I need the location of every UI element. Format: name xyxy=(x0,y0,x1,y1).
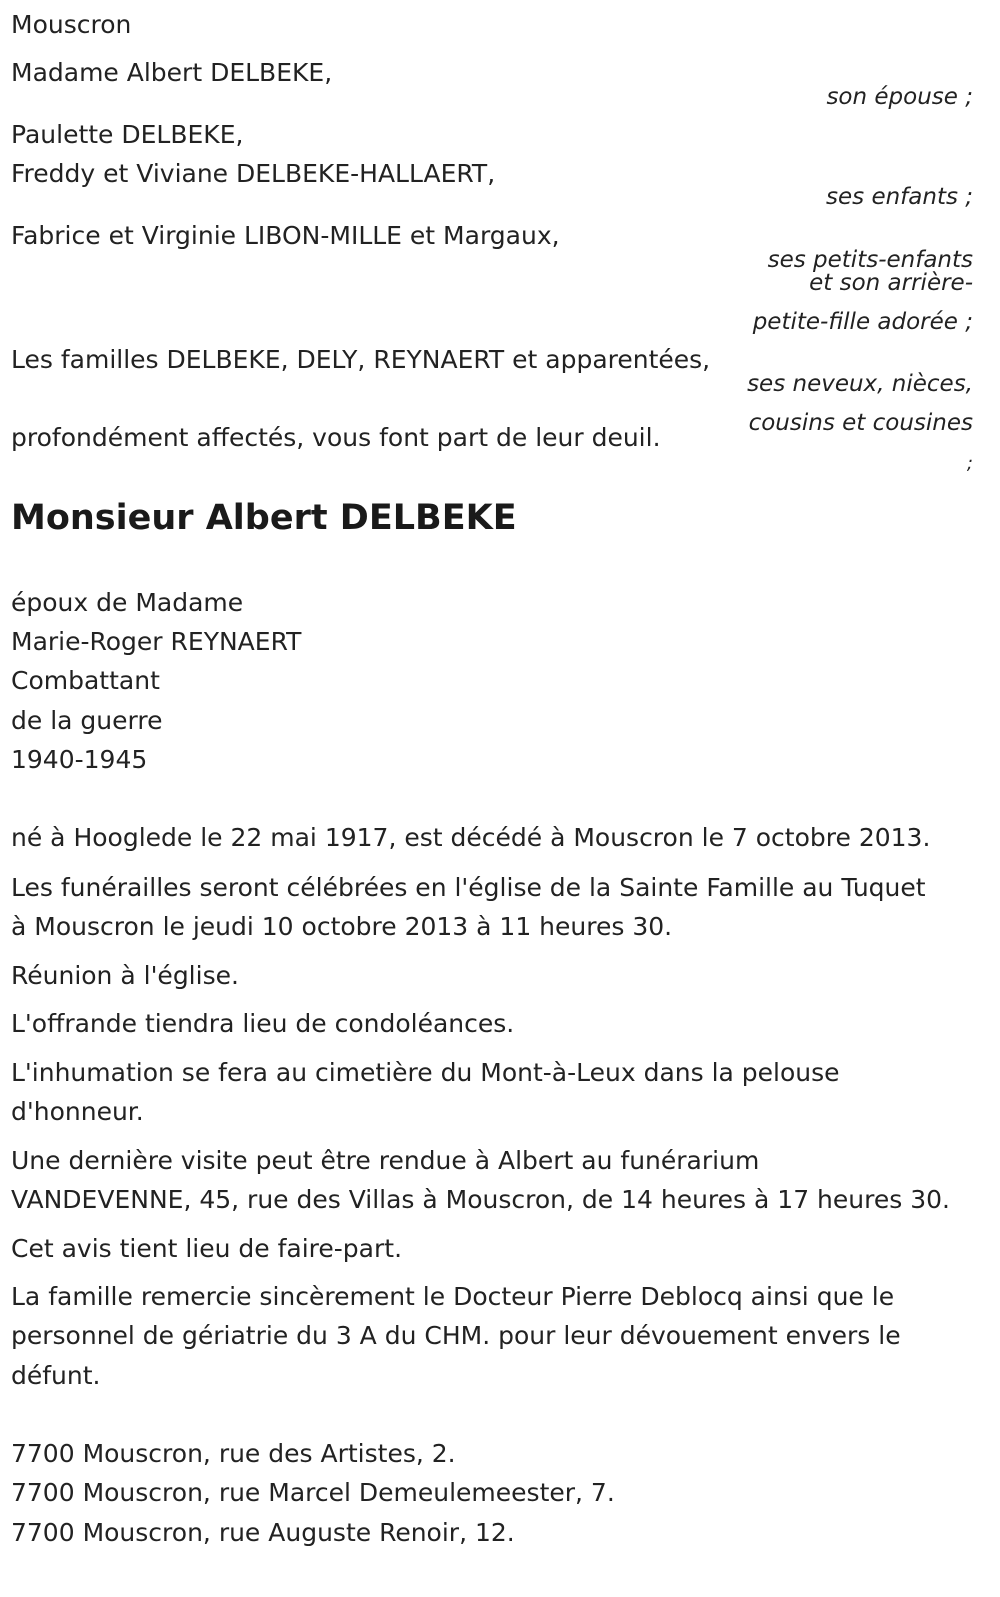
relation-relatives-line-2: cousins et cousines xyxy=(748,410,973,436)
relation-grandchildren-line-1: ses petits-enfants xyxy=(767,247,973,273)
family-name-child-2: Freddy et Viviane DELBEKE-HALLAERT, xyxy=(11,159,496,188)
family-name-grandchildren: Fabrice et Virginie LIBON-MILLE et Margaux, xyxy=(11,221,560,250)
relation-relatives-line-1: ses neveux, nièces, xyxy=(747,371,973,397)
deceased-detail-4: de la guerre xyxy=(11,706,163,735)
birth-death-line: né à Hooglede le 22 mai 1917, est décédé à Mouscron le 7 octobre 2013. xyxy=(11,823,931,852)
deceased-name: Monsieur Albert DELBEKE xyxy=(11,498,517,538)
funeral-line-2: à Mouscron le jeudi 10 octobre 2013 à 11 heures 30. xyxy=(11,912,673,941)
family-name-spouse: Madame Albert DELBEKE, xyxy=(11,58,333,87)
thanks-line-3: défunt. xyxy=(11,1361,101,1390)
city-heading: Mouscron xyxy=(11,10,132,39)
deceased-detail-1: époux de Madame xyxy=(11,588,244,617)
relation-relatives-line-3: ; xyxy=(966,453,973,474)
deceased-detail-3: Combattant xyxy=(11,666,160,695)
notice-line: Cet avis tient lieu de faire-part. xyxy=(11,1234,403,1263)
address-line-1: 7700 Mouscron, rue des Artistes, 2. xyxy=(11,1439,456,1468)
burial-line-1: L'inhumation se fera au cimetière du Mont-à-Leux dans la pelouse xyxy=(11,1058,840,1087)
deceased-detail-5: 1940-1945 xyxy=(11,745,148,774)
family-name-child-1: Paulette DELBEKE, xyxy=(11,120,244,149)
thanks-line-1: La famille remercie sincèrement le Docteur Pierre Deblocq ainsi que le xyxy=(11,1282,895,1311)
thanks-line-2: personnel de gériatrie du 3 A du CHM. pour leur dévouement envers le xyxy=(11,1321,901,1350)
relation-grandchildren-line-3: petite-fille adorée ; xyxy=(752,309,973,335)
funeral-line-1: Les funérailles seront célébrées en l'église de la Sainte Famille au Tuquet xyxy=(11,873,926,902)
relation-spouse: son épouse ; xyxy=(826,84,973,110)
family-closing-line: profondément affectés, vous font part de leur deuil. xyxy=(11,423,661,452)
family-name-relatives: Les familles DELBEKE, DELY, REYNAERT et apparentées, xyxy=(11,345,711,374)
meeting-line: Réunion à l'église. xyxy=(11,961,239,990)
burial-line-2: d'honneur. xyxy=(11,1097,144,1126)
relation-grandchildren-line-2: et son arrière- xyxy=(809,270,973,296)
offering-line: L'offrande tiendra lieu de condoléances. xyxy=(11,1009,515,1038)
visit-line-1: Une dernière visite peut être rendue à Albert au funérarium xyxy=(11,1146,760,1175)
visit-line-2: VANDEVENNE, 45, rue des Villas à Mouscron, de 14 heures à 17 heures 30. xyxy=(11,1185,950,1214)
relation-children: ses enfants ; xyxy=(826,184,973,210)
deceased-detail-2: Marie-Roger REYNAERT xyxy=(11,627,302,656)
address-line-2: 7700 Mouscron, rue Marcel Demeulemeester, 7. xyxy=(11,1478,615,1507)
address-line-3: 7700 Mouscron, rue Auguste Renoir, 12. xyxy=(11,1518,515,1547)
